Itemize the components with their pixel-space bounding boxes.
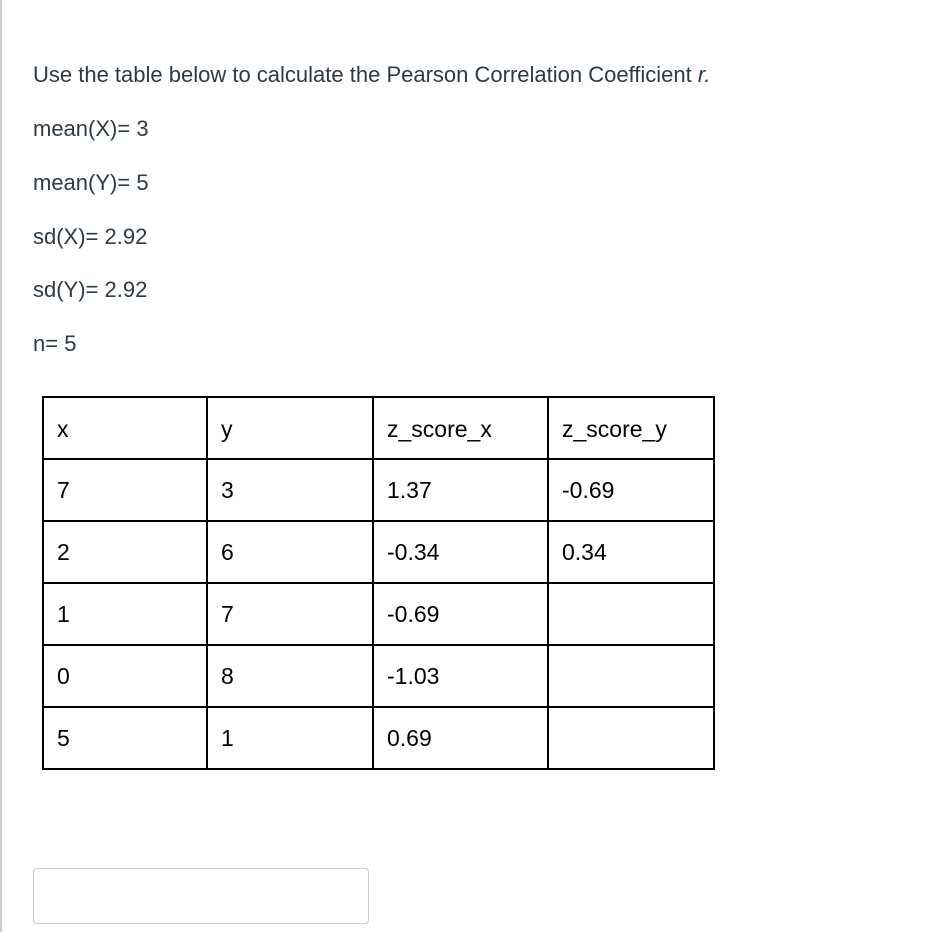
table-cell: -0.34 <box>373 521 548 583</box>
table-cell <box>548 645 714 707</box>
table-cell: 0.69 <box>373 707 548 769</box>
table-header-x: x <box>43 397 207 459</box>
question-prompt-symbol: r. <box>697 62 711 87</box>
table-row <box>43 707 714 769</box>
stat-mean-y: mean(Y)= 5 <box>33 170 149 195</box>
question-prompt-text: Use the table below to calculate the Pearson Correlation Coefficient <box>33 62 698 87</box>
table-cell: 1.37 <box>373 459 548 521</box>
table-cell: -0.69 <box>373 583 548 645</box>
table-cell: -0.69 <box>548 459 714 521</box>
table-row <box>43 459 714 521</box>
answer-input[interactable] <box>33 868 369 924</box>
table-cell: 3 <box>207 459 373 521</box>
table-cell: 6 <box>207 521 373 583</box>
table-row <box>43 645 714 707</box>
table-cell: 2 <box>43 521 207 583</box>
table-cell: -1.03 <box>373 645 548 707</box>
table-row <box>43 521 714 583</box>
stat-mean-x: mean(X)= 3 <box>33 116 149 141</box>
table-header-row <box>43 397 714 459</box>
table-row <box>43 583 714 645</box>
table-header-y: y <box>207 397 373 459</box>
table-cell <box>548 707 714 769</box>
table-cell: 7 <box>207 583 373 645</box>
table-cell: 5 <box>43 707 207 769</box>
stat-n: n= 5 <box>33 331 77 356</box>
stat-sd-y: sd(Y)= 2.92 <box>33 277 148 302</box>
panel-left-border <box>0 0 2 932</box>
question-prompt <box>33 61 711 89</box>
table-cell: 1 <box>207 707 373 769</box>
table-cell: 8 <box>207 645 373 707</box>
table-cell: 0 <box>43 645 207 707</box>
table-cell: 0.34 <box>548 521 714 583</box>
table-cell: 1 <box>43 583 207 645</box>
table-cell: 7 <box>43 459 207 521</box>
stat-sd-x: sd(X)= 2.92 <box>33 224 148 249</box>
table-cell <box>548 583 714 645</box>
table-header-z-score-y: z_score_y <box>548 397 714 459</box>
table-header-z-score-x: z_score_x <box>373 397 548 459</box>
data-table <box>42 396 715 770</box>
